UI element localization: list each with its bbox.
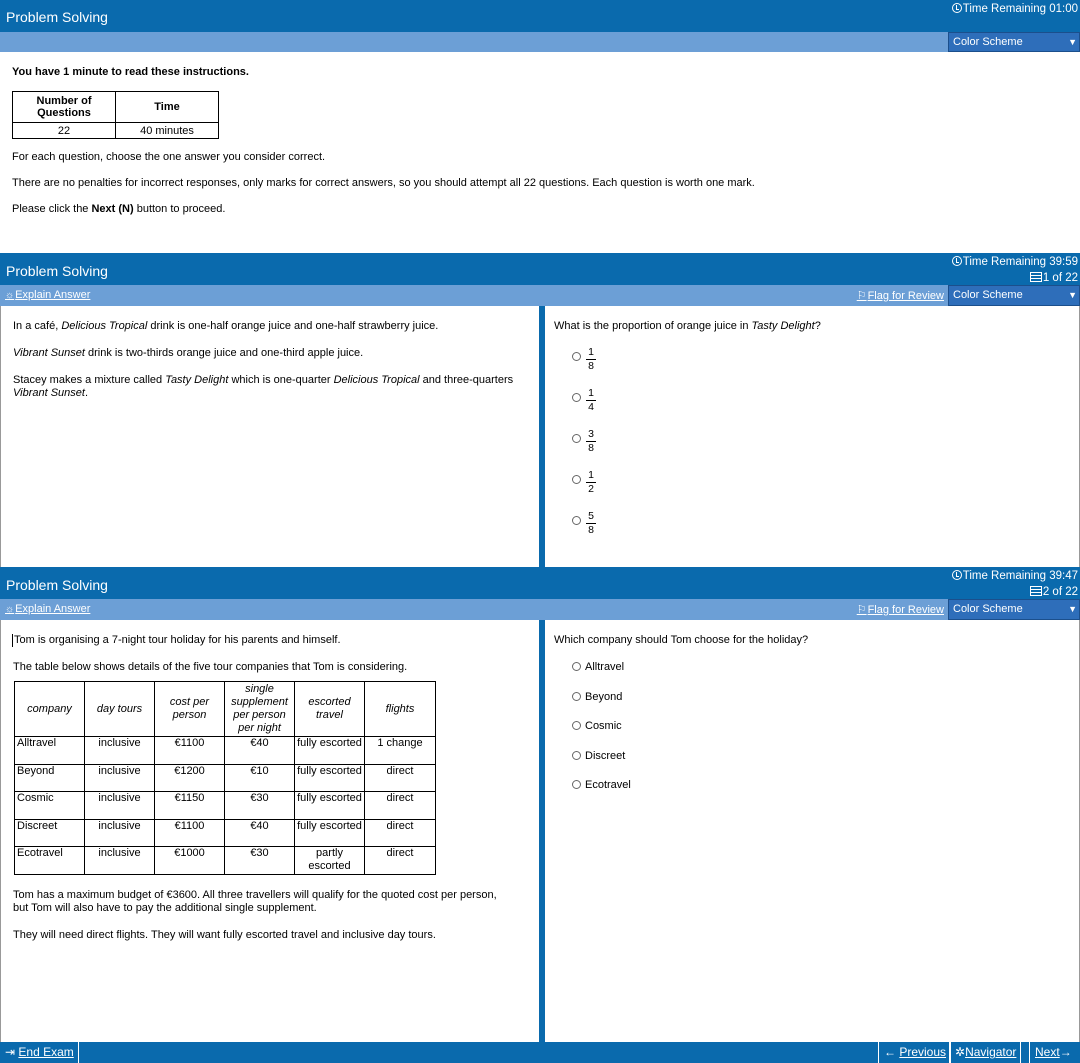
explain-answer-button[interactable]: ☼Explain Answer bbox=[5, 603, 91, 615]
question-text: What is the proportion of orange juice in Tasty Delight? bbox=[554, 320, 821, 332]
fraction bbox=[586, 346, 596, 372]
instruction-text: Please click the Next (N) button to proceed. bbox=[12, 203, 226, 215]
stem-paragraph: In a café, Delicious Tropical drink is one-half orange juice and one-half strawberry juice. bbox=[13, 320, 439, 332]
lightbulb-icon: ☼ bbox=[5, 604, 15, 615]
answer-option[interactable] bbox=[572, 510, 1079, 551]
color-scheme-select[interactable]: Color Scheme ▼ bbox=[948, 599, 1080, 620]
radio-button[interactable] bbox=[572, 721, 581, 730]
time-remaining: Time Remaining 39:59 bbox=[952, 256, 1078, 268]
table-cell: 22 bbox=[13, 123, 116, 139]
lightbulb-icon: ☼ bbox=[5, 290, 15, 301]
table-cell: inclusive bbox=[85, 737, 155, 765]
stem-paragraph: They will need direct flights. They will want fully escorted travel and inclusive day tours. bbox=[13, 928, 436, 941]
table-cell: €40 bbox=[225, 819, 295, 847]
table-row bbox=[15, 737, 436, 765]
option-label: Alltravel bbox=[585, 661, 625, 673]
answer-option[interactable] bbox=[572, 661, 1079, 691]
chevron-down-icon: ▼ bbox=[1068, 290, 1077, 300]
denominator: 4 bbox=[588, 401, 594, 413]
table-cell: €1150 bbox=[155, 792, 225, 820]
tour-companies-table bbox=[14, 681, 436, 875]
app-title: Problem Solving bbox=[6, 9, 108, 25]
instructions-heading: You have 1 minute to read these instructions. bbox=[12, 66, 249, 78]
app-title: Problem Solving bbox=[6, 263, 108, 279]
table-cell: direct bbox=[365, 847, 436, 875]
answer-option[interactable] bbox=[572, 691, 1079, 721]
denominator: 8 bbox=[588, 442, 594, 454]
flag-for-review-button[interactable]: ⚐Flag for Review bbox=[856, 290, 944, 302]
denominator: 2 bbox=[588, 483, 594, 495]
answer-option[interactable] bbox=[572, 346, 1079, 387]
radio-button[interactable] bbox=[572, 751, 581, 760]
q2-answer-pane bbox=[545, 620, 1080, 1042]
table-header: Number of Questions bbox=[13, 92, 116, 123]
table-cell: 40 minutes bbox=[116, 123, 219, 139]
table-header: company bbox=[15, 682, 85, 737]
list-icon bbox=[1030, 272, 1042, 282]
numerator: 3 bbox=[586, 428, 596, 442]
answer-option[interactable] bbox=[572, 428, 1079, 469]
fraction bbox=[586, 428, 596, 454]
radio-button[interactable] bbox=[572, 780, 581, 789]
table-cell: partly escorted bbox=[295, 847, 365, 875]
table-cell: Ecotravel bbox=[15, 847, 85, 875]
table-header: escorted travel bbox=[295, 682, 365, 737]
denominator: 8 bbox=[588, 524, 594, 536]
answer-options bbox=[545, 661, 1079, 809]
q1-stem-pane bbox=[0, 306, 539, 567]
clock-icon bbox=[952, 570, 962, 580]
time-remaining: Time Remaining 01:00 bbox=[952, 3, 1078, 15]
stem-paragraph: Vibrant Sunset drink is two-thirds orange juice and one-third apple juice. bbox=[13, 347, 364, 359]
end-exam-button[interactable]: ⇥ End Exam bbox=[0, 1042, 79, 1063]
table-cell: Discreet bbox=[15, 819, 85, 847]
radio-button[interactable] bbox=[572, 352, 581, 361]
chevron-down-icon: ▼ bbox=[1068, 37, 1077, 47]
table-cell: Alltravel bbox=[15, 737, 85, 765]
flag-icon: ⚐ bbox=[856, 290, 867, 302]
table-row bbox=[15, 847, 436, 875]
exit-icon: ⇥ bbox=[5, 1045, 16, 1059]
next-button[interactable]: Next→ bbox=[1029, 1042, 1076, 1063]
chevron-down-icon: ▼ bbox=[1068, 604, 1077, 614]
table-header: day tours bbox=[85, 682, 155, 737]
previous-button[interactable]: ← Previous bbox=[878, 1042, 951, 1063]
numerator: 1 bbox=[586, 469, 596, 483]
question-text: Which company should Tom choose for the holiday? bbox=[554, 634, 809, 646]
list-icon bbox=[1030, 586, 1042, 596]
table-row bbox=[15, 792, 436, 820]
radio-button[interactable] bbox=[572, 434, 581, 443]
table-row bbox=[15, 819, 436, 847]
clock-icon bbox=[952, 3, 962, 13]
table-cell: €1100 bbox=[155, 737, 225, 765]
table-cell: inclusive bbox=[85, 764, 155, 792]
explain-answer-button[interactable]: ☼Explain Answer bbox=[5, 289, 91, 301]
flag-icon: ⚐ bbox=[856, 604, 867, 616]
navigator-button[interactable]: ✲Navigator bbox=[949, 1042, 1021, 1063]
clock-icon bbox=[952, 256, 962, 266]
instructions-panel bbox=[0, 52, 1080, 253]
q2-title-bar bbox=[0, 567, 1080, 599]
denominator: 8 bbox=[588, 360, 594, 372]
table-cell: direct bbox=[365, 792, 436, 820]
instruction-text: For each question, choose the one answer you consider correct. bbox=[12, 151, 326, 163]
color-scheme-select[interactable]: Color Scheme ▼ bbox=[948, 32, 1080, 52]
radio-button[interactable] bbox=[572, 692, 581, 701]
q2-stem-pane bbox=[0, 620, 539, 1042]
arrow-left-icon: ← bbox=[884, 1045, 896, 1059]
table-cell: €30 bbox=[225, 847, 295, 875]
table-header: flights bbox=[365, 682, 436, 737]
question-counter: 2 of 22 bbox=[1030, 586, 1078, 598]
radio-button[interactable] bbox=[572, 393, 581, 402]
arrow-right-icon: → bbox=[1059, 1045, 1072, 1059]
option-label: Beyond bbox=[585, 690, 623, 703]
stem-paragraph: The table below shows details of the five tour companies that Tom is considering. bbox=[13, 661, 408, 673]
table-cell: €30 bbox=[225, 792, 295, 820]
table-cell: Beyond bbox=[15, 764, 85, 792]
table-cell: €1000 bbox=[155, 847, 225, 875]
stem-paragraph: Tom is organising a 7-night tour holiday for his parents and himself. bbox=[12, 634, 539, 647]
table-cell: €40 bbox=[225, 737, 295, 765]
exam-info-table bbox=[12, 91, 219, 139]
intro-toolbar bbox=[0, 32, 1080, 52]
answer-option[interactable] bbox=[572, 387, 1079, 428]
color-scheme-select[interactable]: Color Scheme ▼ bbox=[948, 285, 1080, 306]
fraction bbox=[586, 469, 596, 495]
fraction bbox=[586, 510, 596, 536]
bottom-nav-bar bbox=[0, 1042, 1080, 1063]
table-cell: fully escorted bbox=[295, 792, 365, 820]
radio-button[interactable] bbox=[572, 475, 581, 484]
table-cell: €1200 bbox=[155, 764, 225, 792]
flag-for-review-button[interactable]: ⚐Flag for Review bbox=[856, 604, 944, 616]
fraction bbox=[586, 387, 596, 413]
answer-option[interactable] bbox=[572, 750, 1079, 780]
answer-option[interactable] bbox=[572, 779, 1079, 809]
table-header: cost per person bbox=[155, 682, 225, 737]
app-title: Problem Solving bbox=[6, 577, 108, 593]
answer-option[interactable] bbox=[572, 469, 1079, 510]
navigator-icon: ✲ bbox=[955, 1045, 966, 1059]
answer-options bbox=[545, 346, 1079, 551]
table-cell: direct bbox=[365, 819, 436, 847]
numerator: 1 bbox=[586, 346, 596, 360]
q1-answer-pane bbox=[545, 306, 1080, 567]
q2-toolbar bbox=[0, 599, 1080, 620]
table-cell: 1 change bbox=[365, 737, 436, 765]
table-cell: inclusive bbox=[85, 819, 155, 847]
table-cell: direct bbox=[365, 764, 436, 792]
answer-option[interactable] bbox=[572, 720, 1079, 750]
table-row bbox=[15, 764, 436, 792]
table-cell: fully escorted bbox=[295, 737, 365, 765]
table-cell: fully escorted bbox=[295, 819, 365, 847]
q1-toolbar bbox=[0, 285, 1080, 306]
q1-title-bar bbox=[0, 253, 1080, 285]
table-cell: inclusive bbox=[85, 847, 155, 875]
numerator: 1 bbox=[586, 387, 596, 401]
stem-paragraph: Stacey makes a mixture called Tasty Delight which is one-quarter Delicious Tropical and three-quarters Vibrant Sunset. bbox=[13, 374, 514, 399]
table-cell: €1100 bbox=[155, 819, 225, 847]
intro-title-bar bbox=[0, 0, 1080, 32]
table-cell: Cosmic bbox=[15, 792, 85, 820]
option-label: Ecotravel bbox=[585, 779, 631, 792]
table-cell: €10 bbox=[225, 764, 295, 792]
radio-button[interactable] bbox=[572, 516, 581, 525]
table-header: Time bbox=[116, 92, 219, 123]
option-label: Cosmic bbox=[585, 720, 622, 733]
time-remaining: Time Remaining 39:47 bbox=[952, 570, 1078, 582]
radio-button[interactable] bbox=[572, 662, 581, 671]
instruction-text: There are no penalties for incorrect responses, only marks for correct answers, so you should attempt all 22 questions. Each question is worth one mark. bbox=[12, 177, 755, 189]
table-header: single supplement per person per night bbox=[225, 682, 295, 737]
question-counter: 1 of 22 bbox=[1030, 272, 1078, 284]
table-cell: inclusive bbox=[85, 792, 155, 820]
option-label: Discreet bbox=[585, 749, 626, 762]
numerator: 5 bbox=[586, 510, 596, 524]
stem-paragraph: Tom has a maximum budget of €3600. All three travellers will qualify for the quoted cost per person, but Tom will also have to pay the additional single supplement. bbox=[13, 888, 497, 914]
table-cell: fully escorted bbox=[295, 764, 365, 792]
